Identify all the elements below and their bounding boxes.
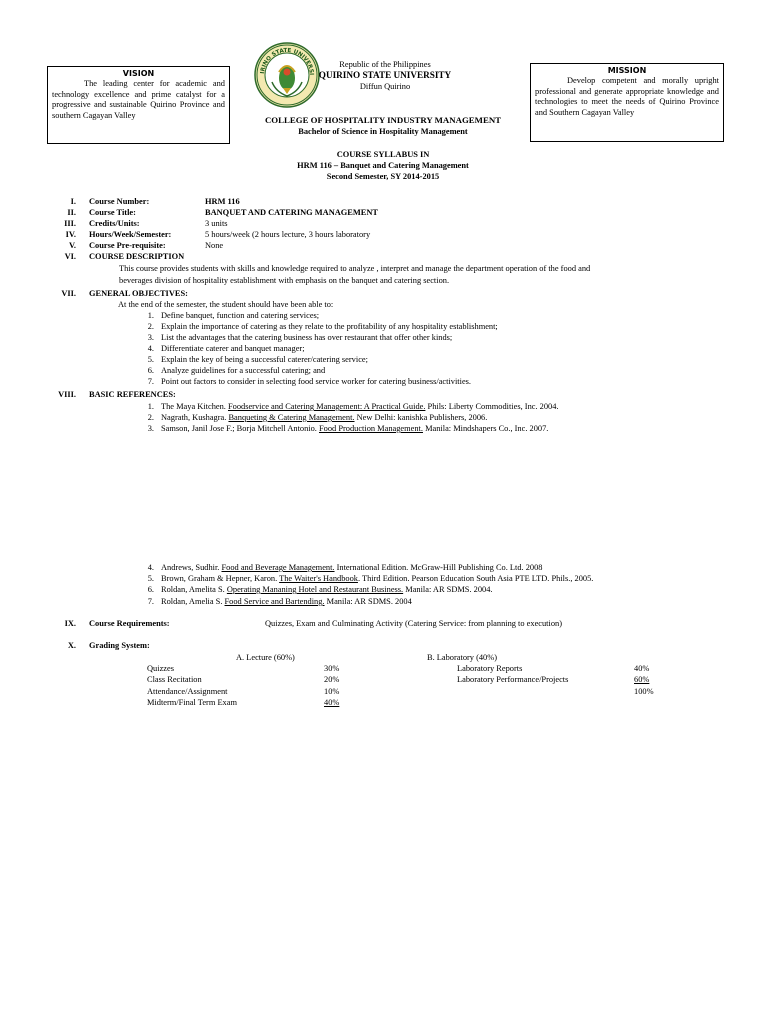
- mission-title: MISSION: [607, 66, 647, 75]
- vision-box: [47, 66, 230, 144]
- list-item: Analyze guidelines for a successful catering; and: [161, 366, 326, 375]
- grade-item-name: Class Recitation: [147, 675, 202, 684]
- university-name: QUIRINO STATE UNIVERSITY: [318, 70, 452, 80]
- prerequisite-label: Course Pre-requisite:: [89, 241, 166, 250]
- list-item: Explain the key of being a successful caterer/catering service;: [161, 355, 368, 364]
- section-number: IV.: [65, 230, 76, 239]
- grade-item-name: Quizzes: [147, 664, 174, 673]
- list-item: Samson, Janil Jose F.; Borja Mitchell Antonio. Food Production Management. Manila: Mindshapers Co., Inc. 2007.: [161, 424, 549, 433]
- section-number: X.: [67, 641, 76, 650]
- section-number: V.: [68, 241, 76, 250]
- grade-item-percent: 60%: [634, 675, 650, 684]
- list-item: Roldan, Amelia S. Food Service and Bartending. Manila: AR SDMS. 2004: [161, 597, 412, 606]
- credits-label: Credits/Units:: [89, 219, 140, 228]
- list-item: Define banquet, function and catering services;: [161, 311, 320, 320]
- course-line: HRM 116 – Banquet and Catering Management: [297, 161, 469, 170]
- mission-text: Develop competent and morally upright professional and generate appropriate knowledge and technologies to meet the needs of Quirino Province and Southern Cagayan Valley: [535, 76, 719, 117]
- lecture-title: A. Lecture (60%): [236, 653, 295, 662]
- requirements-label: Course Requirements:: [89, 619, 170, 628]
- grade-item-percent: 10%: [324, 687, 340, 696]
- course-number-label: Course Number:: [89, 197, 150, 206]
- hours-label: Hours/Week/Semester:: [89, 230, 172, 239]
- syllabus-title: COURSE SYLLABUS IN: [336, 150, 430, 159]
- list-item: Andrews, Sudhir. Food and Beverage Management. International Edition. McGraw-Hill Publishing Co. Ltd. 2008: [161, 563, 543, 572]
- grade-item-name: Laboratory Performance/Projects: [457, 675, 569, 684]
- list-item: Brown, Graham & Hepner, Karon. The Waiter's Handbook. Third Edition. Pearson Education South Asia PTE LTD. Phils., 2005.: [161, 574, 594, 583]
- requirements-value: Quizzes, Exam and Culminating Activity (Catering Service: from planning to execution): [265, 619, 563, 628]
- list-item: The Maya Kitchen. Foodservice and Catering Management: A Practical Guide. Phils: Liberty Commodities, Inc. 2004.: [161, 402, 559, 411]
- grade-item-name: Laboratory Reports: [457, 664, 523, 673]
- section-number: IX.: [64, 619, 76, 628]
- description-label: COURSE DESCRIPTION: [89, 252, 185, 261]
- svg-text:QUIRINO STATE UNIVERSITY: IRINO STATE UNIVERSI: [260, 47, 315, 76]
- laboratory-total: 100%: [634, 687, 654, 696]
- objectives-label: GENERAL OBJECTIVES:: [89, 289, 188, 298]
- campus-line: Diffun Quirino: [359, 82, 411, 91]
- list-item: Point out factors to consider in selecting food service worker for catering business/activities.: [161, 377, 472, 386]
- grade-item-percent: 30%: [324, 664, 340, 673]
- grade-item-percent: 40%: [324, 698, 340, 707]
- list-item: List the advantages that the catering business has over restaurant that offer other kinds;: [161, 333, 453, 342]
- course-title-value: BANQUET AND CATERING MANAGEMENT: [205, 208, 379, 217]
- grade-item-percent: 40%: [634, 664, 650, 673]
- list-item: Explain the importance of catering as they relate to the profitability of any hospitality establishment;: [161, 322, 498, 331]
- section-number: VII.: [61, 289, 76, 298]
- description-line-1: This course provides students with skills and knowledge required to analyze , interpret and manage the department operation of the food and: [119, 264, 591, 273]
- grade-item-name: Attendance/Assignment: [147, 687, 228, 696]
- program-name: Bachelor of Science in Hospitality Management: [298, 127, 468, 136]
- semester-line: Second Semester, SY 2014-2015: [326, 172, 440, 181]
- list-item: Roldan, Amelita S. Operating Mananing Hotel and Restaurant Business. Manila: AR SDMS. 2004.: [161, 585, 493, 594]
- section-number: I.: [70, 197, 76, 206]
- course-title-label: Course Title:: [89, 208, 136, 217]
- grade-item-name: Midterm/Final Term Exam: [147, 698, 237, 707]
- course-number-value: HRM 116: [205, 197, 240, 206]
- prerequisite-value: None: [205, 241, 224, 250]
- references-label: BASIC REFERENCES:: [89, 390, 176, 399]
- vision-text: The leading center for academic and technology excellence and prime catalyst for a progressive and sustainable Quirino Province and southern Cagayan Valley: [52, 79, 225, 120]
- college-name: COLLEGE OF HOSPITALITY INDUSTRY MANAGEMENT: [264, 115, 502, 125]
- hours-value: 5 hours/week (2 hours lecture, 3 hours laboratory: [205, 230, 371, 239]
- section-number: VI.: [64, 252, 76, 261]
- section-number: VIII.: [58, 390, 76, 399]
- republic-line: Republic of the Philippines: [339, 60, 431, 69]
- list-item: Nagrath, Kushagra. Banqueting & Catering Management. New Delhi: kanishka Publishers, 2006.: [161, 413, 488, 422]
- vision-title: VISION: [122, 69, 155, 78]
- mission-box: [530, 63, 724, 142]
- section-number: II.: [67, 208, 76, 217]
- description-line-2: beverages division of hospitality establishment with emphasis on the banquet and catering section.: [119, 276, 450, 285]
- list-item: Differentiate caterer and banquet manager;: [161, 344, 305, 353]
- section-number: III.: [64, 219, 76, 228]
- grade-item-percent: 20%: [324, 675, 340, 684]
- grading-label: Grading System:: [89, 641, 150, 650]
- credits-value: 3 units: [205, 219, 228, 228]
- laboratory-title: B. Laboratory (40%): [427, 653, 498, 662]
- header-block: [300, 59, 470, 92]
- objectives-intro: At the end of the semester, the student should have been able to:: [118, 300, 334, 309]
